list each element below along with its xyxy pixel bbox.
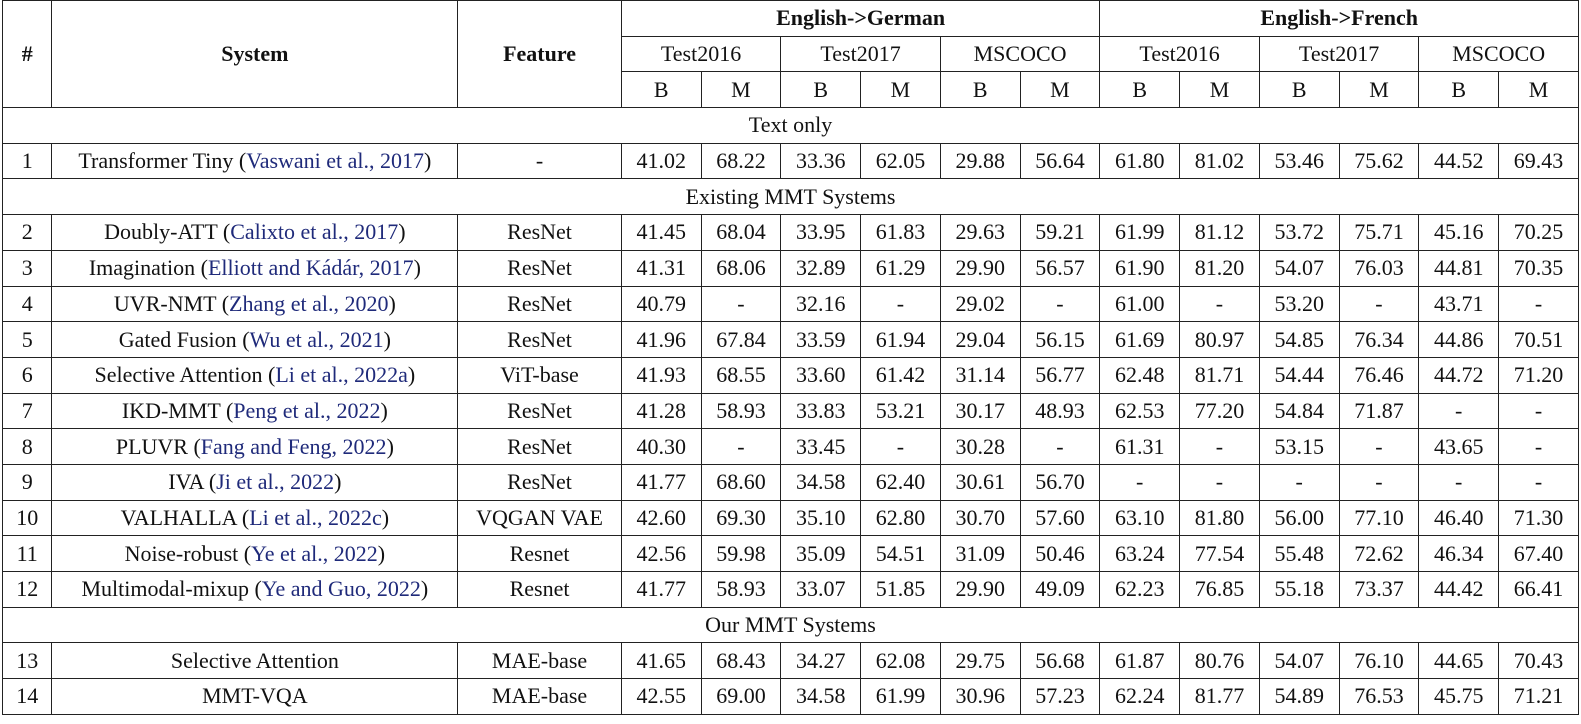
score-cell: 54.44: [1259, 357, 1339, 393]
score-cell: 33.07: [781, 572, 861, 608]
score-cell: 54.89: [1259, 679, 1339, 715]
system-cell: PLUVR (Fang and Feng, 2022): [52, 429, 458, 465]
score-cell: 56.70: [1020, 464, 1100, 500]
table-row: [3, 322, 1579, 358]
score-cell: 42.56: [621, 536, 701, 572]
score-cell: 29.90: [940, 250, 1020, 286]
score-cell: 61.99: [1100, 215, 1180, 251]
score-cell: -: [1499, 464, 1579, 500]
score-cell: 62.80: [861, 500, 941, 536]
score-cell: 44.86: [1419, 322, 1499, 358]
score-cell: 35.10: [781, 500, 861, 536]
score-cell: -: [1339, 464, 1419, 500]
header-system: System: [52, 1, 458, 108]
section-row: [3, 108, 1579, 144]
feature-cell: ResNet: [458, 215, 622, 251]
row-number: 10: [3, 500, 52, 536]
row-number: 6: [3, 357, 52, 393]
score-cell: 56.15: [1020, 322, 1100, 358]
feature-cell: ResNet: [458, 464, 622, 500]
header-metric: M: [1339, 72, 1419, 108]
score-cell: 32.16: [781, 286, 861, 322]
row-number: 4: [3, 286, 52, 322]
score-cell: 71.30: [1499, 500, 1579, 536]
score-cell: 51.85: [861, 572, 941, 608]
score-cell: 76.34: [1339, 322, 1419, 358]
score-cell: 53.15: [1259, 429, 1339, 465]
score-cell: 33.60: [781, 357, 861, 393]
score-cell: 50.46: [1020, 536, 1100, 572]
score-cell: 31.14: [940, 357, 1020, 393]
score-cell: 53.20: [1259, 286, 1339, 322]
score-cell: 67.40: [1499, 536, 1579, 572]
header-metric: B: [1259, 72, 1339, 108]
score-cell: 81.80: [1180, 500, 1260, 536]
citation-link[interactable]: Elliott and Kádár, 2017: [207, 255, 414, 281]
score-cell: -: [1499, 286, 1579, 322]
score-cell: 29.75: [940, 643, 1020, 679]
table-row: [3, 464, 1579, 500]
table-header: [3, 1, 1579, 108]
system-name: IVA: [168, 469, 209, 495]
row-number: 1: [3, 143, 52, 179]
score-cell: 48.93: [1020, 393, 1100, 429]
score-cell: -: [701, 429, 781, 465]
table-row: [3, 679, 1579, 715]
score-cell: 33.95: [781, 215, 861, 251]
feature-cell: Resnet: [458, 572, 622, 608]
score-cell: 75.62: [1339, 143, 1419, 179]
score-cell: 46.34: [1419, 536, 1499, 572]
score-cell: 41.77: [621, 572, 701, 608]
score-cell: 68.04: [701, 215, 781, 251]
score-cell: 43.65: [1419, 429, 1499, 465]
table-row: [3, 393, 1579, 429]
score-cell: 49.09: [1020, 572, 1100, 608]
score-cell: 71.20: [1499, 357, 1579, 393]
score-cell: 53.72: [1259, 215, 1339, 251]
header-testset: MSCOCO: [1419, 36, 1579, 72]
score-cell: 40.79: [621, 286, 701, 322]
score-cell: -: [1020, 429, 1100, 465]
table-row: [3, 572, 1579, 608]
score-cell: 42.55: [621, 679, 701, 715]
header-metric: B: [1419, 72, 1499, 108]
system-cell: VALHALLA (Li et al., 2022c): [52, 500, 458, 536]
citation-link[interactable]: Vaswani et al., 2017: [246, 148, 425, 174]
score-cell: 45.16: [1419, 215, 1499, 251]
feature-cell: ResNet: [458, 429, 622, 465]
score-cell: 54.07: [1259, 250, 1339, 286]
score-cell: -: [1499, 429, 1579, 465]
score-cell: 76.03: [1339, 250, 1419, 286]
row-number: 14: [3, 679, 52, 715]
citation-link[interactable]: Ye and Guo, 2022: [261, 576, 421, 602]
score-cell: 44.81: [1419, 250, 1499, 286]
score-cell: -: [1499, 393, 1579, 429]
feature-cell: ResNet: [458, 393, 622, 429]
score-cell: 81.71: [1180, 357, 1260, 393]
header-testset: Test2017: [1259, 36, 1419, 72]
score-cell: 30.70: [940, 500, 1020, 536]
score-cell: 68.43: [701, 643, 781, 679]
score-cell: 57.23: [1020, 679, 1100, 715]
score-cell: 69.00: [701, 679, 781, 715]
score-cell: 34.58: [781, 679, 861, 715]
score-cell: 58.93: [701, 572, 781, 608]
score-cell: 61.90: [1100, 250, 1180, 286]
citation-link[interactable]: Ye et al., 2022: [251, 540, 378, 566]
score-cell: 81.12: [1180, 215, 1260, 251]
score-cell: 68.55: [701, 357, 781, 393]
score-cell: 61.99: [861, 679, 941, 715]
score-cell: 68.06: [701, 250, 781, 286]
score-cell: 80.76: [1180, 643, 1260, 679]
score-cell: 75.71: [1339, 215, 1419, 251]
score-cell: 44.42: [1419, 572, 1499, 608]
citation-link[interactable]: Peng et al., 2022: [233, 397, 381, 423]
score-cell: 58.93: [701, 393, 781, 429]
score-cell: -: [861, 429, 941, 465]
score-cell: 61.69: [1100, 322, 1180, 358]
row-number: 8: [3, 429, 52, 465]
row-number: 12: [3, 572, 52, 608]
score-cell: 63.24: [1100, 536, 1180, 572]
score-cell: 42.60: [621, 500, 701, 536]
system-name: UVR-NMT: [113, 290, 222, 316]
feature-cell: -: [458, 143, 622, 179]
system-cell: IVA (Ji et al., 2022): [52, 464, 458, 500]
score-cell: 44.65: [1419, 643, 1499, 679]
citation-link[interactable]: Wu et al., 2021: [249, 326, 384, 352]
row-number: 3: [3, 250, 52, 286]
score-cell: 46.40: [1419, 500, 1499, 536]
system-name: Doubly-ATT: [104, 219, 223, 245]
score-cell: 41.93: [621, 357, 701, 393]
score-cell: 77.54: [1180, 536, 1260, 572]
score-cell: -: [1339, 286, 1419, 322]
score-cell: 32.89: [781, 250, 861, 286]
header-testset: Test2016: [621, 36, 781, 72]
score-cell: 56.68: [1020, 643, 1100, 679]
score-cell: 45.75: [1419, 679, 1499, 715]
score-cell: 41.77: [621, 464, 701, 500]
header-testset: Test2017: [781, 36, 941, 72]
score-cell: 33.36: [781, 143, 861, 179]
score-cell: 30.28: [940, 429, 1020, 465]
score-cell: -: [861, 286, 941, 322]
section-row: [3, 607, 1579, 643]
score-cell: 41.02: [621, 143, 701, 179]
table-row: [3, 643, 1579, 679]
score-cell: 56.77: [1020, 357, 1100, 393]
score-cell: 77.10: [1339, 500, 1419, 536]
feature-cell: MAE-base: [458, 679, 622, 715]
table-row: [3, 215, 1579, 251]
system-name: Noise-robust: [124, 540, 244, 566]
table-row: [3, 286, 1579, 322]
score-cell: -: [1339, 429, 1419, 465]
score-cell: 76.53: [1339, 679, 1419, 715]
score-cell: 81.02: [1180, 143, 1260, 179]
header-metric: M: [701, 72, 781, 108]
score-cell: 61.94: [861, 322, 941, 358]
system-cell: UVR-NMT (Zhang et al., 2020): [52, 286, 458, 322]
header-num: #: [3, 1, 52, 108]
header-metric: B: [1100, 72, 1180, 108]
system-cell: Noise-robust (Ye et al., 2022): [52, 536, 458, 572]
score-cell: 76.10: [1339, 643, 1419, 679]
score-cell: 62.48: [1100, 357, 1180, 393]
score-cell: 54.84: [1259, 393, 1339, 429]
score-cell: 70.35: [1499, 250, 1579, 286]
header-metric: B: [781, 72, 861, 108]
table-body: [3, 108, 1579, 715]
score-cell: 30.96: [940, 679, 1020, 715]
table-row: [3, 429, 1579, 465]
header-metric: B: [621, 72, 701, 108]
system-cell: IKD-MMT (Peng et al., 2022): [52, 393, 458, 429]
header-metric: M: [861, 72, 941, 108]
score-cell: 61.87: [1100, 643, 1180, 679]
score-cell: 61.42: [861, 357, 941, 393]
row-number: 13: [3, 643, 52, 679]
score-cell: 61.29: [861, 250, 941, 286]
score-cell: 62.24: [1100, 679, 1180, 715]
citation-link[interactable]: Li et al., 2022c: [249, 504, 382, 530]
score-cell: 69.43: [1499, 143, 1579, 179]
score-cell: 76.85: [1180, 572, 1260, 608]
results-table: [2, 0, 1579, 715]
row-number: 5: [3, 322, 52, 358]
score-cell: 55.48: [1259, 536, 1339, 572]
score-cell: 70.51: [1499, 322, 1579, 358]
header-group-en-de: English->German: [621, 1, 1100, 37]
system-cell: [52, 643, 458, 679]
system-name: MMT-VQA: [202, 683, 308, 709]
score-cell: 41.45: [621, 215, 701, 251]
score-cell: 72.62: [1339, 536, 1419, 572]
score-cell: 29.90: [940, 572, 1020, 608]
section-title: Our MMT Systems: [3, 607, 1579, 643]
score-cell: 54.85: [1259, 322, 1339, 358]
citation-link[interactable]: Calixto et al., 2017: [230, 219, 399, 245]
header-testset: MSCOCO: [940, 36, 1100, 72]
score-cell: 40.30: [621, 429, 701, 465]
system-name: PLUVR: [115, 433, 194, 459]
score-cell: 44.52: [1419, 143, 1499, 179]
score-cell: -: [1180, 429, 1260, 465]
score-cell: 29.63: [940, 215, 1020, 251]
score-cell: 61.00: [1100, 286, 1180, 322]
score-cell: 30.17: [940, 393, 1020, 429]
header-metric: M: [1499, 72, 1579, 108]
score-cell: 73.37: [1339, 572, 1419, 608]
score-cell: 62.53: [1100, 393, 1180, 429]
score-cell: 71.87: [1339, 393, 1419, 429]
system-cell: Selective Attention (Li et al., 2022a): [52, 357, 458, 393]
feature-cell: VQGAN VAE: [458, 500, 622, 536]
system-name: IKD-MMT: [121, 397, 226, 423]
system-name: Gated Fusion: [118, 326, 243, 352]
header-metric: M: [1180, 72, 1260, 108]
system-name: Selective Attention: [170, 647, 339, 673]
feature-cell: Resnet: [458, 536, 622, 572]
header-group-en-fr: English->French: [1100, 1, 1579, 37]
score-cell: 30.61: [940, 464, 1020, 500]
header-metric: B: [940, 72, 1020, 108]
table-row: [3, 536, 1579, 572]
score-cell: 57.60: [1020, 500, 1100, 536]
row-number: 7: [3, 393, 52, 429]
header-metric: M: [1020, 72, 1100, 108]
score-cell: 61.83: [861, 215, 941, 251]
system-cell: Multimodal-mixup (Ye and Guo, 2022): [52, 572, 458, 608]
score-cell: 34.58: [781, 464, 861, 500]
score-cell: 29.02: [940, 286, 1020, 322]
table-row: [3, 143, 1579, 179]
score-cell: 81.77: [1180, 679, 1260, 715]
score-cell: 59.21: [1020, 215, 1100, 251]
score-cell: -: [1100, 464, 1180, 500]
score-cell: 53.46: [1259, 143, 1339, 179]
score-cell: -: [1180, 286, 1260, 322]
system-cell: Doubly-ATT (Calixto et al., 2017): [52, 215, 458, 251]
score-cell: 33.83: [781, 393, 861, 429]
score-cell: 44.72: [1419, 357, 1499, 393]
system-cell: [52, 679, 458, 715]
score-cell: 56.57: [1020, 250, 1100, 286]
score-cell: 68.22: [701, 143, 781, 179]
score-cell: -: [701, 286, 781, 322]
score-cell: -: [1419, 464, 1499, 500]
system-name: Transformer Tiny: [78, 148, 239, 174]
score-cell: 59.98: [701, 536, 781, 572]
score-cell: 80.97: [1180, 322, 1260, 358]
score-cell: 41.28: [621, 393, 701, 429]
score-cell: 43.71: [1419, 286, 1499, 322]
score-cell: 70.43: [1499, 643, 1579, 679]
feature-cell: ResNet: [458, 286, 622, 322]
system-name: Selective Attention: [94, 362, 269, 388]
citation-link[interactable]: Li et al., 2022a: [275, 362, 408, 388]
score-cell: 41.31: [621, 250, 701, 286]
feature-cell: ResNet: [458, 322, 622, 358]
score-cell: 81.20: [1180, 250, 1260, 286]
score-cell: 56.64: [1020, 143, 1100, 179]
score-cell: 71.21: [1499, 679, 1579, 715]
score-cell: 56.00: [1259, 500, 1339, 536]
score-cell: 41.65: [621, 643, 701, 679]
score-cell: 34.27: [781, 643, 861, 679]
score-cell: 29.04: [940, 322, 1020, 358]
score-cell: 61.31: [1100, 429, 1180, 465]
score-cell: 62.08: [861, 643, 941, 679]
table-row: [3, 357, 1579, 393]
citation-link[interactable]: Fang and Feng, 2022: [200, 433, 387, 459]
score-cell: 62.05: [861, 143, 941, 179]
score-cell: 63.10: [1100, 500, 1180, 536]
feature-cell: ResNet: [458, 250, 622, 286]
system-name: VALHALLA: [120, 504, 242, 530]
system-name: Imagination: [88, 255, 201, 281]
score-cell: -: [1419, 393, 1499, 429]
score-cell: 77.20: [1180, 393, 1260, 429]
score-cell: 62.40: [861, 464, 941, 500]
score-cell: 35.09: [781, 536, 861, 572]
system-name: Multimodal-mixup: [81, 576, 255, 602]
feature-cell: ViT-base: [458, 357, 622, 393]
score-cell: -: [1020, 286, 1100, 322]
score-cell: 33.45: [781, 429, 861, 465]
system-cell: Gated Fusion (Wu et al., 2021): [52, 322, 458, 358]
table-row: [3, 500, 1579, 536]
header-feature: Feature: [458, 1, 622, 108]
score-cell: 54.51: [861, 536, 941, 572]
row-number: 9: [3, 464, 52, 500]
score-cell: 41.96: [621, 322, 701, 358]
citation-link[interactable]: Ji et al., 2022: [216, 469, 335, 495]
system-cell: Imagination (Elliott and Kádár, 2017): [52, 250, 458, 286]
table-row: [3, 250, 1579, 286]
score-cell: -: [1180, 464, 1260, 500]
section-title: Existing MMT Systems: [3, 179, 1579, 215]
score-cell: 31.09: [940, 536, 1020, 572]
section-title: Text only: [3, 108, 1579, 144]
score-cell: 33.59: [781, 322, 861, 358]
row-number: 2: [3, 215, 52, 251]
section-row: [3, 179, 1579, 215]
score-cell: 69.30: [701, 500, 781, 536]
row-number: 11: [3, 536, 52, 572]
feature-cell: MAE-base: [458, 643, 622, 679]
score-cell: 70.25: [1499, 215, 1579, 251]
score-cell: 66.41: [1499, 572, 1579, 608]
score-cell: 29.88: [940, 143, 1020, 179]
system-cell: Transformer Tiny (Vaswani et al., 2017): [52, 143, 458, 179]
score-cell: 68.60: [701, 464, 781, 500]
score-cell: 76.46: [1339, 357, 1419, 393]
score-cell: 67.84: [701, 322, 781, 358]
score-cell: 54.07: [1259, 643, 1339, 679]
score-cell: 61.80: [1100, 143, 1180, 179]
score-cell: 55.18: [1259, 572, 1339, 608]
score-cell: 53.21: [861, 393, 941, 429]
score-cell: -: [1259, 464, 1339, 500]
citation-link[interactable]: Zhang et al., 2020: [229, 290, 389, 316]
score-cell: 62.23: [1100, 572, 1180, 608]
header-testset: Test2016: [1100, 36, 1260, 72]
